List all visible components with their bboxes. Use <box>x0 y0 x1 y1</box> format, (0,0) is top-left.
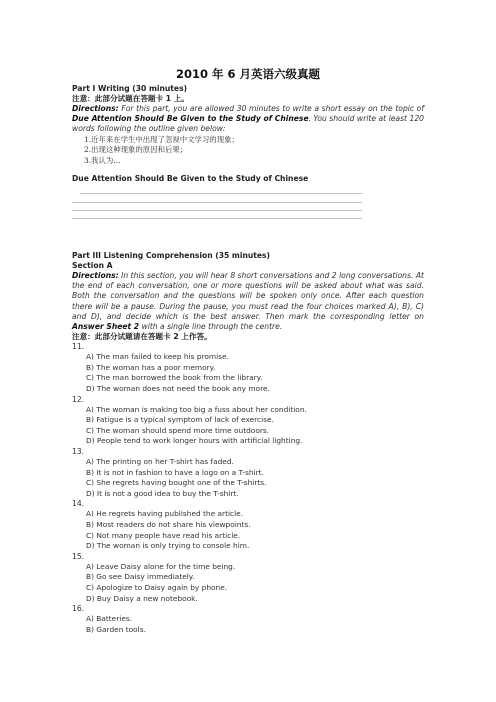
answer-option: B) It is not in fashion to have a logo on a T-shirt. <box>86 467 264 477</box>
answer-option: B) The woman has a poor memory. <box>86 362 216 372</box>
answer-option: C) The woman should spend more time outdoors. <box>86 425 270 435</box>
answer-option: C) Not many people have read his article. <box>86 530 241 540</box>
essay-title: Due Attention Should Be Given to the Study of Chinese <box>72 174 309 184</box>
section-heading: Section A <box>72 261 113 270</box>
answer-option: D) The woman is only trying to console him. <box>86 541 250 551</box>
part1-section <box>72 84 424 220</box>
part3-directions-text2: with a single line through the centre. <box>139 322 283 332</box>
answer-option: D) It is not a good idea to buy the T-shirt. <box>86 488 239 498</box>
question-list <box>72 342 424 635</box>
outline-item: 1.近年来在学生中出现了忽视中文学习的现象； <box>84 134 239 144</box>
question-number: 14. <box>72 499 85 509</box>
part3-directions <box>72 271 424 332</box>
answer-option: B) Go see Daisy immediately. <box>86 572 195 582</box>
part1-directions-text2: . You should write at least 120 words following the outline given below: <box>72 114 425 134</box>
part3-directions-text1: In this section, you will hear 8 short conversations and 2 long conversations. At the end of each conversation, one or more questions will be asked about what was said. Both the conversation and the questions will be spoken only once. After each question there will be a pause. During the pause, you must read the four choices marked A), B), C) and D), and decide which is the best answer. Then mark the corresponding letter on <box>72 271 424 321</box>
question-number: 16. <box>72 604 85 614</box>
answer-option: B) Most readers do not share his viewpoints. <box>86 519 251 529</box>
answer-option: A) Leave Daisy alone for the time being. <box>86 561 236 571</box>
answer-option: C) She regrets having bought one of the T-shirts. <box>86 478 267 488</box>
answer-option: A) Batteries. <box>86 614 133 624</box>
question-number: 15. <box>72 551 85 561</box>
answer-option: B) Fatigue is a typical symptom of lack of exercise. <box>86 415 274 425</box>
answer-option: C) The man borrowed the book from the library. <box>86 373 263 383</box>
part3-directions-label: Directions: <box>72 271 119 280</box>
answer-option: C) Apologize to Daisy again by phone. <box>86 582 228 592</box>
part3-section <box>72 251 424 635</box>
answer-option: D) Buy Daisy a new notebook. <box>86 593 198 603</box>
part3-directions-sheet: Answer Sheet 2 <box>72 322 140 332</box>
writing-line: ______________________________________________________________________________ <box>72 202 362 211</box>
part3-note: 注意：此部分试题请在答题卡 2 上作答。 <box>72 332 212 342</box>
question-number: 13. <box>72 446 85 456</box>
part1-directions-text1: For this part, you are allowed 30 minutes to write a short essay on the topic of <box>118 104 424 113</box>
part3-heading: Part III Listening Comprehension (35 minutes) <box>72 251 271 260</box>
answer-option: A) He regrets having published the article. <box>86 509 244 519</box>
page-title: 2010 年 6 月英语六级真题 <box>175 67 321 81</box>
writing-line: ____________________________________________________________________________ <box>80 186 363 195</box>
answer-option: D) The woman does not need the book any more. <box>86 384 270 393</box>
answer-option: D) People tend to work longer hours with artificial lighting. <box>86 436 303 446</box>
question-number: 11. <box>72 342 85 352</box>
writing-line: ______________________________________________________________________________ <box>72 194 362 203</box>
part1-heading: Part I Writing (30 minutes) <box>72 84 188 93</box>
answer-option: A) The printing on her T-shirt has faded. <box>86 456 234 466</box>
question-number: 12. <box>72 394 85 404</box>
part1-directions-topic: Due Attention Should Be Given to the Study of Chinese <box>72 114 309 124</box>
part1-directions <box>72 104 424 135</box>
answer-option: A) The man failed to keep his promise. <box>86 352 229 362</box>
answer-option: A) The woman is making too big a fuss about her condition. <box>86 404 307 414</box>
part1-directions-label: Directions: <box>72 104 119 113</box>
part1-note: 注意：此部分试题在答题卡 1 上。 <box>72 94 189 103</box>
outline-item: 3.我认为… <box>84 155 121 165</box>
outline-item: 2.出现这种现象的原因和后果； <box>84 145 188 155</box>
answer-option: B) Garden tools. <box>86 624 146 634</box>
writing-line: ______________________________________________________________________________ <box>72 211 362 220</box>
